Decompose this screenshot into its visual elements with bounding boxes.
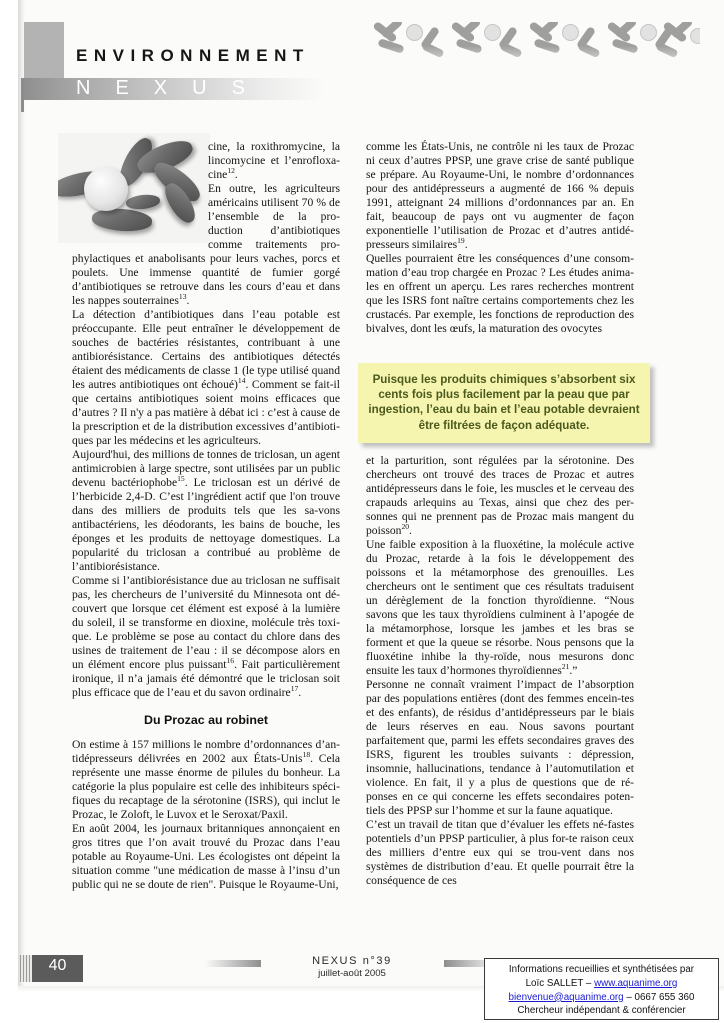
footnote-marker-20: 20: [401, 522, 410, 532]
paragraph-r4: [366, 538, 634, 678]
pullquote-box: Puisque les produits chimiques s’absorbent six cents fois plus facilement par la peau que par ingestion, l’eau du bain et l’eau potable devraient être filtrées de façon adéquate.: [358, 363, 650, 443]
paragraph-2-text: En outre, les agriculteurs américains utilisent 70 % de l’ensemble de la pro-duction d’antibiotiques comme traitements pro-phylactiques et anabolisants pour leurs vaches, porcs et poulets. Une immense quantité de fumier gorgé d’antibiotiques se retrouve dans les cours d’eau et dans les nappes souterraines: [72, 182, 340, 307]
footnote-marker-16: 16: [226, 656, 235, 666]
footnote-marker-18: 18: [302, 750, 311, 760]
paragraph-5-text-b: . Fait particulièrement ironique, il n’a jamais été démontré que le triclosan soit plus efficace que de l’eau et du savon ordinaire: [72, 658, 340, 699]
paragraph-r2: Quelles pourraient être les conséquences d’une consom-mation d’eau trop chargée en Prozac ? Les études anima-les en offrent un aperçu. Les rares recherches montrent que les ISRS font naître certains comportements chez les crustacés. Par exemple, les fonctions de reproduction des bivalves, dont les œufs, la maturation des ovocytes: [366, 252, 634, 335]
pattern-fade-overlay: [370, 22, 700, 74]
paragraph-r3-text-a: et la parturition, sont régulées par la sérotonine. Des chercheurs ont trouvé des traces de Prozac et autres antidépresseurs dans le foie, les muscles et le cerveau des crapauds arlequins au Texas, ainsi que chez des per-sonnes qui ne prennent pas de Prozac mais mangent du poisson: [366, 454, 634, 537]
footnote-marker-12: 12: [227, 166, 235, 176]
paragraph-4-text-b: . Le triclosan est un dérivé de l’herbicide 2,4-D. C’est l’ingrédient actif que l'on trouve dans des milliers de produits tels que les sa-vons antibactériens, les déodorants, les bains de bouche, les éponges et les produits de nettoyage domestiques. La popularité du triclosan a contribué au problème de l’antibiorésistance.: [72, 476, 340, 573]
paragraph-r5: Personne ne connaît vraiment l’impact de l’absorption par des populations entières (dont des femmes encein-tes et des enfants), de résidus d’antidépresseurs par le biais de leurs réserves en eau. Nous savons pourtant parfaitement que, parmi les effets secondaires graves des ISRS, figurent les troubles suivants : dépression, insomnie, hallucinations, tendance à l’automutilation et violence. En fait, il y a plus de questions que de ré-ponses en ce qui concerne les effets secondaires poten-tiels des PPSP sur l’homme et sur la faune aquatique.: [366, 678, 634, 817]
paragraph-r6: C’est un travail de titan que d’évaluer les effets né-fastes potentiels d’un PPSP particulier, à plus for-te raison ceux des milliers d’entre eux qui se trou-vent dans nos systèmes de distribution d’eau. Et quelle pourrait être la conséquence de ces: [366, 818, 634, 887]
paragraph-r4-text-b: .”: [569, 664, 578, 677]
header-tick-mark: [21, 78, 24, 112]
page-number: 40: [48, 957, 67, 974]
annotation-line-4: Chercheur indépendant & conférencier: [517, 1005, 686, 1017]
article-left-column: [72, 140, 340, 892]
footer-magazine-info: [262, 955, 442, 979]
page-left-edge-shadow: [18, 0, 25, 990]
email-link[interactable]: bienvenue@aquanime.org: [508, 991, 624, 1003]
footnote-marker-21: 21: [561, 662, 570, 672]
phone-number: – 0667 655 360: [623, 991, 695, 1003]
paragraph-3: [72, 308, 340, 448]
page-title: ENVIRONNEMENT: [76, 46, 310, 65]
photo-text-wrap-spacer: [72, 140, 208, 244]
paragraph-4: [72, 448, 340, 574]
paragraph-r1: [366, 140, 634, 252]
paragraph-5-text-c: .: [298, 686, 302, 699]
website-link[interactable]: www.aquanime.org: [594, 977, 678, 989]
article-right-column: [366, 140, 634, 888]
paragraph-1-tail: .: [234, 168, 238, 181]
footnote-marker-15: 15: [177, 474, 185, 484]
footer-issue-date: juillet-août 2005: [318, 968, 386, 979]
paragraph-r4-text-a: Une faible exposition à la fluoxétine, la molécule active du Prozac, retarde à la fois le développement des poissons et la métamorphose des grenouilles. Les chercheurs ont le sentiment que ces résultats traduisent un dérèglement de la fonction thyroïdienne. “Nous savons que les taux thyroïdiens culminent à l’apogée de la métamorphose, lorsque les jambes et les bras se forment et que la queue se résorbe. Nous pensons que la fluoxétine inhibe la thy-roïde, nous mesurons donc ensuite les taux d’hormones thyroïdiennes: [366, 538, 634, 677]
paragraph-1-text: cine, la roxithromycine, la lincomycine et l’enrofloxa-cine: [208, 140, 340, 181]
paragraph-4-text-a: Aujourd'hui, des millions de tonnes de triclosan, un agent antimicrobien à large spectre, sont utilisées par un public devenu bactériophobe: [72, 448, 340, 489]
annotation-line-1: Informations recueillies et synthétisées par: [508, 964, 695, 975]
section-subheading: Du Prozac au robinet: [144, 713, 268, 727]
paragraph-3-text-b: . Comment se fait-il que certains antibiotiques soient moins efficaces que d’autres ? Il n'y a pas matière à débat ici : c’est à cause de la prescription et de la distribution excessives d’antibioti-ques par les médecins et les agriculteurs.: [72, 378, 340, 447]
magazine-wordmark: NEXUS: [76, 77, 270, 99]
page-number-ticks: [20, 955, 32, 982]
paragraph-r1-text-b: .: [464, 238, 468, 251]
annotation-line-2: [492, 977, 711, 991]
paragraph-2-tail: .: [186, 294, 190, 307]
footnote-marker-14: 14: [237, 376, 246, 386]
annotation-line-3: [492, 991, 711, 1005]
paragraph-3-text-a: La détection d’antibiotiques dans l’eau potable est préoccupante. Elle peut entraîner le développement de souches de bactéries résistantes, contribuant à une antibiorésistance. Certains des antibiotiques détectés étaient des médicaments de classe 1 (le type utilisé quand les autres antibiotiques ont échoué): [72, 308, 340, 391]
paragraph-6-text-b: . Cela représente une masse énorme de pilules du bonheur. La catégorie la plus populaire est celle des inhibiteurs spéci-fiques du recaptage de la sérotonine (ISRS), qui inclut le Prozac, le Zoloft, le Luvox et le Seroxat/Paxil.: [72, 752, 340, 821]
annotation-author: Loïc SALLET –: [525, 977, 595, 989]
paragraph-6-text-a: On estime à 157 millions le nombre d’ordonnances d’an-tidépresseurs délivrées en 2002 aux États-Unis: [72, 738, 340, 765]
paragraph-r3-text-b: .: [409, 524, 412, 537]
footnote-marker-17: 17: [290, 684, 299, 694]
header-grey-block: [24, 22, 64, 78]
footer-rule-left: [205, 960, 261, 967]
paragraph-7: En août 2004, les journaux britanniques annonçaient en gros titres que l’on avait trouvé du Prozac dans l’eau potable au Royaume-Uni. Les écologistes ont dépeint la situation comme "une médication de masse à l’insu d’un public qui ne se doute de rien". Puisque le Royaume-Uni,: [72, 822, 340, 891]
pill-pattern-banner: [370, 22, 700, 74]
footnote-marker-13: 13: [178, 292, 187, 302]
footnote-marker-19: 19: [457, 236, 465, 246]
paragraph-r1-text-a: comme les États-Unis, ne contrôle ni les taux de Prozac ni ceux d’autres PPSP, une grave crise de santé publique se prépare. Au Royaume-Uni, le nombre d’ordonnances pour des antidépresseurs a augmenté de 166 % depuis 1991, atteignant 24 millions d’ordonnances par an. En fait, beaucoup de pays ont vu augmenter de façon exponentielle l’utilisation de Prozac et d’autres antidé-presseurs similaires: [366, 140, 634, 251]
paragraph-5-text-a: Comme si l’antibiorésistance due au triclosan ne suffisait pas, les chercheurs de l’université du Minnesota ont dé-couvert que lorsque cet élément est exposé à la lumière du soleil, il se transforme en dioxine, molécule très toxi-que. Le problème se pose au contact du chlore dans des usines de traitement de l’eau : il se décompose alors en un élément encore plus puissant: [72, 574, 340, 671]
paragraph-5: [72, 574, 340, 700]
paragraph-r3: [366, 454, 634, 538]
footer-magazine-name: NEXUS n°39: [312, 955, 392, 967]
paragraph-6: [72, 738, 340, 822]
annotation-box: [484, 958, 719, 1020]
